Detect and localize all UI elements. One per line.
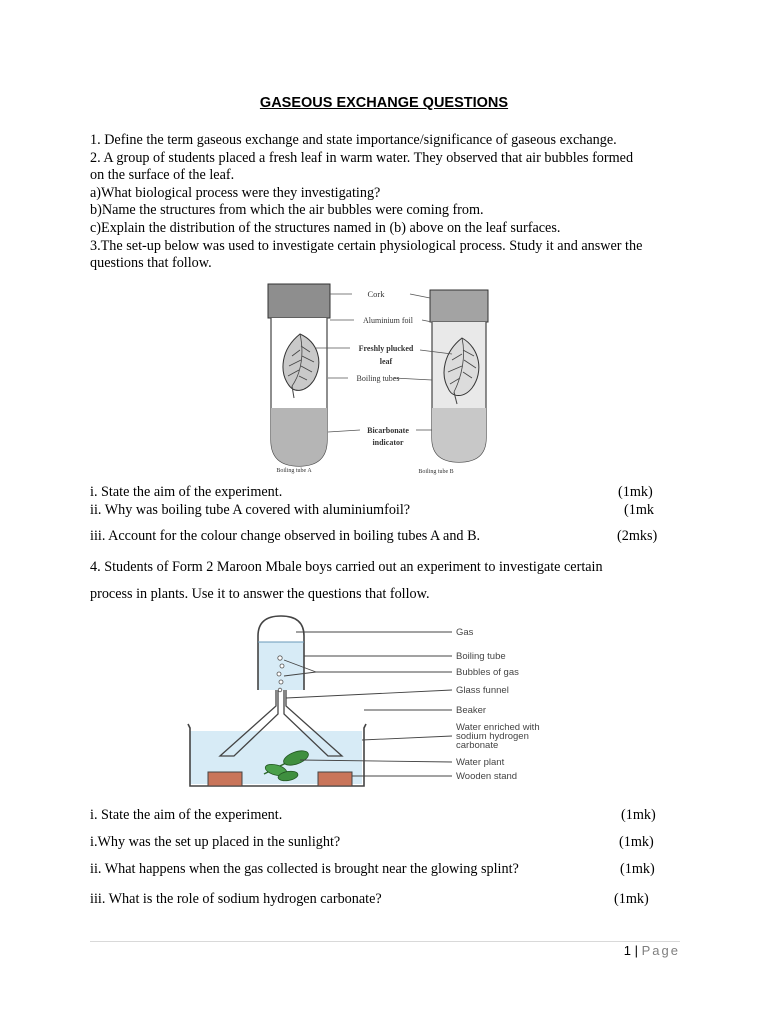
label-bubbles-of-gas: Bubbles of gas [456, 667, 519, 678]
marks-label: (1mk) [614, 891, 649, 907]
page-number: 1 [623, 943, 631, 958]
question-text: iii. Account for the colour change observed in boiling tubes A and B. [90, 528, 481, 544]
label-aluminium-foil: Aluminium foil [363, 316, 413, 325]
marks-label: (1mk) [620, 861, 655, 877]
text-line: 2. A group of students placed a fresh leaf in warm water. They observed that air bubbles formed [90, 149, 634, 166]
label-freshly-plucked: Freshly plucked [358, 344, 414, 353]
label-boiling-tube: Boiling tube [456, 651, 506, 662]
marks-label: (1mk [624, 502, 654, 518]
question-item [90, 860, 675, 878]
intro-text [90, 132, 690, 273]
label-indicator: indicator [372, 438, 404, 447]
label-tube-a: Boiling tube A [276, 468, 312, 474]
label-glass-funnel: Glass funnel [456, 685, 509, 696]
question-item [90, 833, 675, 851]
marks-label: (1mk) [621, 807, 656, 823]
question-item [90, 890, 675, 908]
text-line: on the surface of the leaf. [90, 167, 235, 184]
page-footer [624, 943, 680, 958]
question-text: i. State the aim of the experiment. [90, 807, 283, 823]
label-gas: Gas [456, 627, 474, 638]
text-line: c)Explain the distribution of the structures named in (b) above on the leaf surfaces. [90, 219, 561, 236]
page-word: Page [641, 943, 680, 958]
wooden-stand-right [318, 772, 352, 786]
label-cork: Cork [367, 289, 385, 299]
boiling-tubes-figure [262, 280, 506, 484]
text-line: 3.The set-up below was used to investigate certain physiological process. Study it and answer the [90, 237, 643, 254]
footer-divider [90, 941, 680, 942]
label-water-plant: Water plant [456, 757, 505, 768]
text-line: a)What biological process were they investigating? [90, 184, 381, 201]
question-text: i.Why was the set up placed in the sunlight? [90, 834, 341, 850]
label-bicarbonate: Bicarbonate [367, 426, 409, 435]
page-title: GASEOUS EXCHANGE QUESTIONS [259, 95, 509, 111]
text-line: b)Name the structures from which the air bubbles were coming from. [90, 202, 484, 219]
label-wooden-stand: Wooden stand [456, 771, 518, 782]
footer-separator: | [634, 943, 638, 958]
question-4-intro [90, 554, 690, 608]
text-line: questions that follow. [90, 255, 212, 272]
question-text: iii. What is the role of sodium hydrogen carbonate? [90, 891, 382, 907]
label-tube-b: Boiling tube B [418, 469, 454, 475]
boiling-tube-a [268, 284, 330, 466]
question-text: ii. Why was boiling tube A covered with aluminiumfoil? [90, 502, 411, 518]
label-carbonate: carbonate [456, 740, 499, 751]
question-item [90, 483, 675, 501]
marks-label: (1mk) [619, 834, 654, 850]
marks-label: (1mk) [618, 484, 653, 500]
label-beaker: Beaker [456, 705, 487, 716]
question-item [90, 501, 675, 519]
wooden-stand-left [208, 772, 242, 786]
question-text: ii. What happens when the gas collected is brought near the glowing splint? [90, 861, 519, 877]
question-item [90, 527, 675, 545]
text-line: 1. Define the term gaseous exchange and state importance/significance of gaseous exchange. [90, 132, 617, 148]
label-boiling-tubes: Boiling tubes [356, 374, 400, 383]
photosynthesis-setup-figure [176, 606, 592, 796]
text-line: process in plants. Use it to answer the questions that follow. [90, 586, 430, 602]
boiling-tube-b [430, 290, 488, 462]
label-water-enriched: Water enriched with [456, 722, 540, 733]
text-line: 4. Students of Form 2 Maroon Mbale boys carried out an experiment to investigate certain [90, 559, 603, 575]
question-item [90, 806, 675, 824]
marks-label: (2mks) [617, 528, 658, 544]
label-leaf: leaf [379, 357, 393, 366]
question-text: i. State the aim of the experiment. [90, 484, 283, 500]
label-sodium-hydrogen: sodium hydrogen [456, 731, 529, 742]
